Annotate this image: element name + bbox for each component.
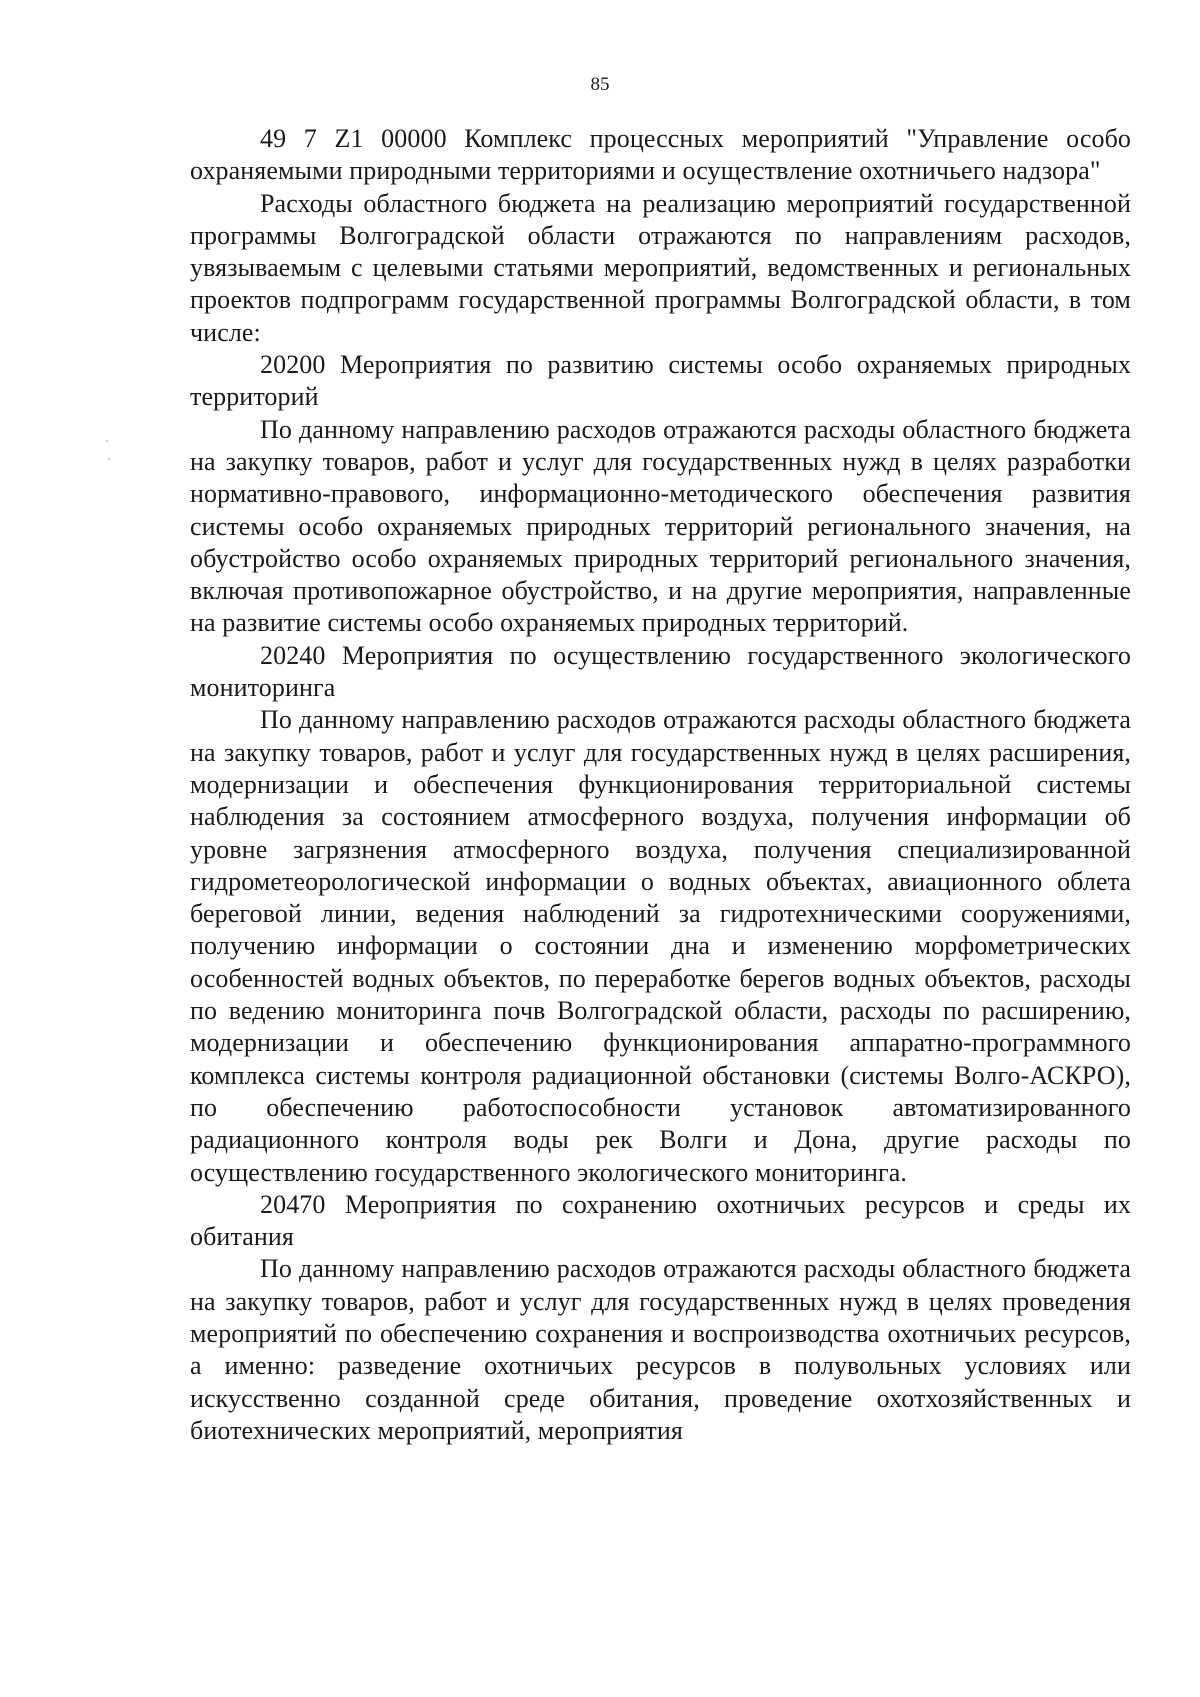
section-heading-20200: 20200 Мероприятия по развитию системы особо охраняемых природных территорий — [190, 350, 1131, 412]
section-heading-20240: 20240 Мероприятия по осуществлению государственного экологического мониторинга — [190, 640, 1131, 703]
paragraph-20200: По данному направлению расходов отражаются расходы областного бюджета на закупку товаров, работ и услуг для государственных нужд в целях разработки нормативно-правового, информационно-методического обеспечения развития системы особо охраняемых природных территорий регионального значения, на обустройство особо охраняемых природных территорий регионального значения, включая противопожарное обустройство, и на другие мероприятия, направленные на развитие системы особо охраняемых природных территорий. — [190, 414, 1131, 638]
document-body — [190, 123, 1131, 1447]
section-heading-20470: 20470 Мероприятия по сохранению охотничьих ресурсов и среды их обитания — [190, 1189, 1131, 1252]
scan-speck — [108, 458, 110, 460]
scan-speck — [106, 440, 108, 442]
paragraph-20470: По данному направлению расходов отражаются расходы областного бюджета на закупку товаров, работ и услуг для государственных нужд в целях проведения мероприятий по обеспечению сохранения и воспроизводства охотничьих ресурсов, а именно: разведение охотничьих ресурсов в полувольных условиях или искусственно созданной среде обитания, проведение охотхозяйственных и биотехнических мероприятий, мероприятия — [190, 1254, 1131, 1445]
section-heading-complex: 49 7 Z1 00000 Комплекс процессных мероприятий "Управление особо охраняемыми природными территориями и осуществление охотничьего надзора" — [190, 124, 1131, 186]
page-number: 85 — [590, 74, 610, 95]
paragraph-20240: По данному направлению расходов отражаются расходы областного бюджета на закупку товаров, работ и услуг для государственных нужд в целях расширения, модернизации и обеспечения функционирования территориальной системы наблюдения за состоянием атмосферного воздуха, получения информации об уровне загрязнения атмосферного воздуха, получения специализированной гидрометеорологической информации о водных объектах, авиационного облета береговой линии, ведения наблюдений за гидротехническими сооружениями, получению информации о состоянии дна и изменению морфометрических особенностей водных объектов, по переработке берегов водных объектов, расходы по ведению мониторинга почв Волгоградской области, расходы по расширению, модернизации и обеспечению функционирования аппаратно-программного комплекса системы контроля радиационной обстановки (системы Волго-АСКРО), по обеспечению работоспособности установок автоматизированного радиационного контроля воды рек Волги и Дона, другие расходы по осуществлению государственного экологического мониторинга. — [190, 705, 1131, 1187]
intro-paragraph: Расходы областного бюджета на реализацию мероприятий государственной программы Волгоградской области отражаются по направлениям расходов, увязываемым с целевыми статьями мероприятий, ведомственных и региональных проектов подпрограмм государственной программы Волгоградской области, в том числе: — [190, 188, 1131, 347]
